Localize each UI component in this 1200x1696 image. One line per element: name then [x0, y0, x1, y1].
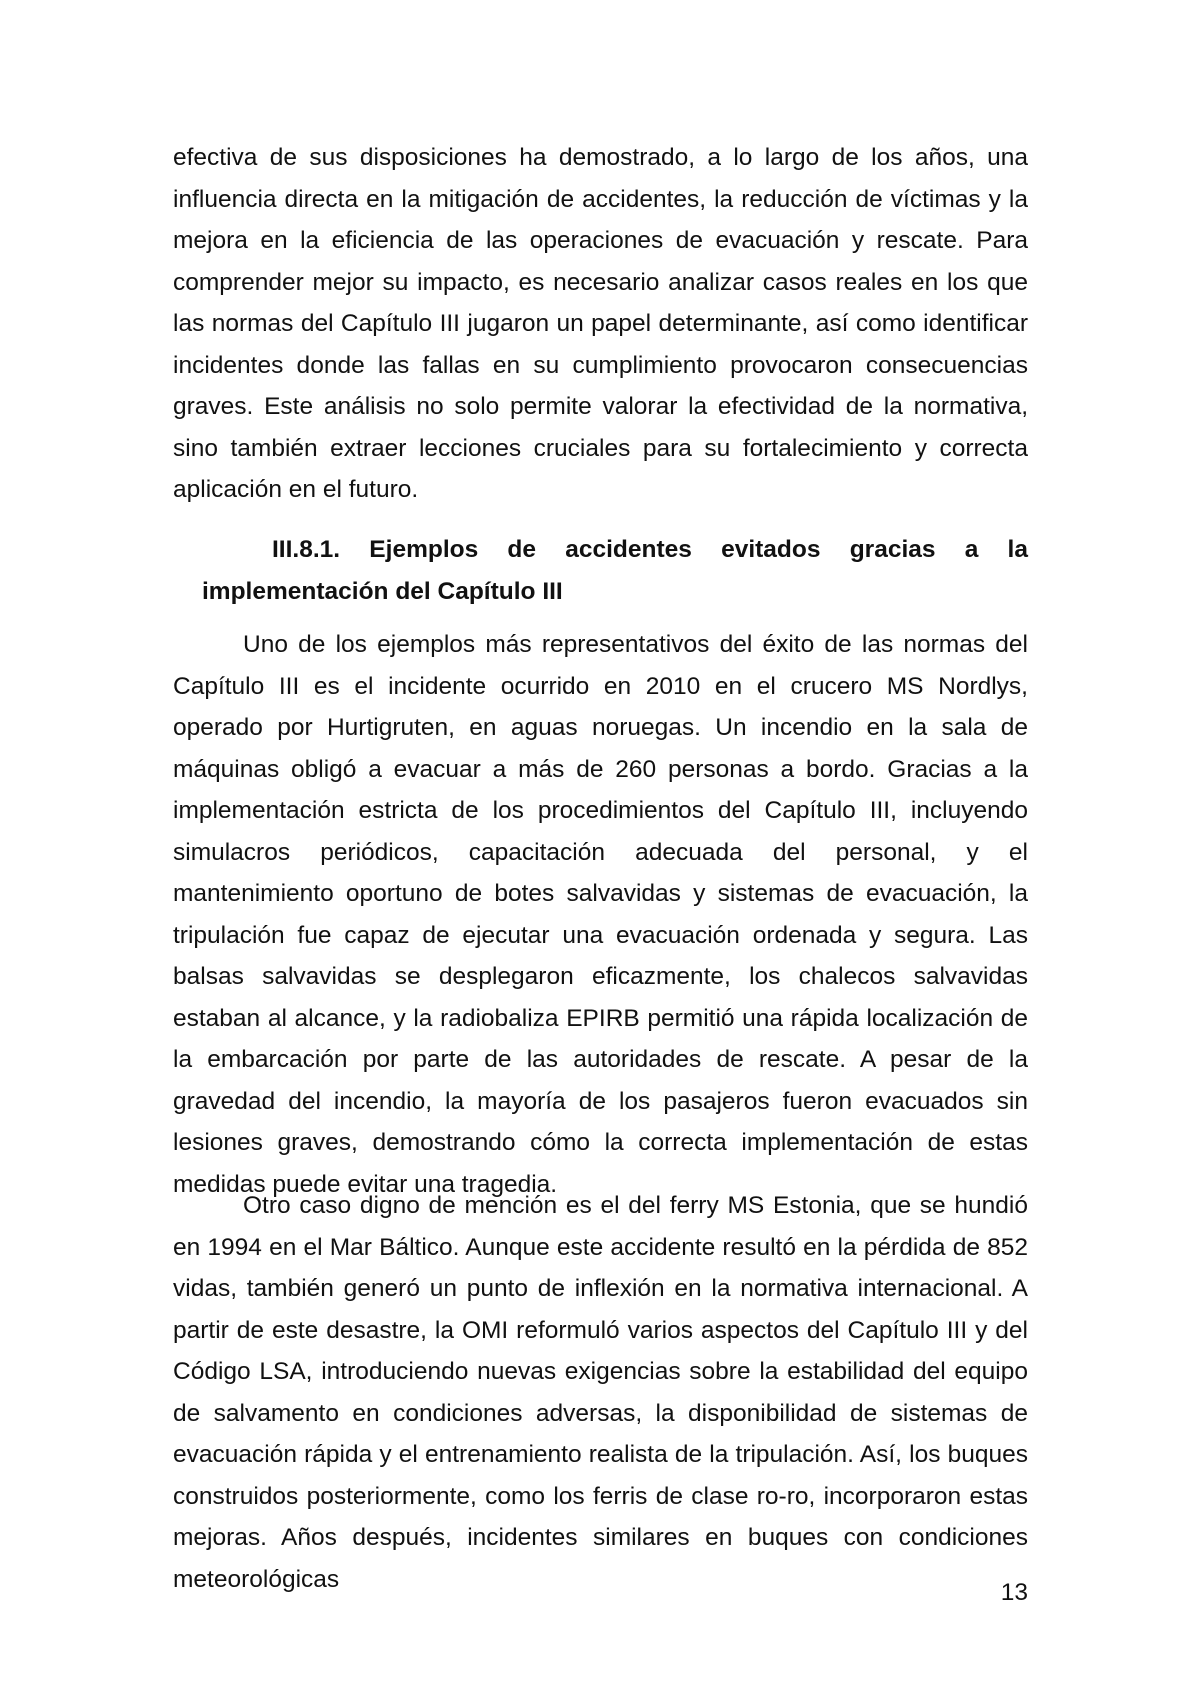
- page-number: 13: [1000, 1579, 1028, 1606]
- body-paragraph-estonia: Otro caso digno de mención es el del ferry MS Estonia, que se hundió en 1994 en el Mar Báltico. Aunque este accidente resultó en la pérdida de 852 vidas, también generó un punto de inflexión en la normativa internacional. A partir de este desastre, la OMI reformuló varios aspectos del Capítulo III y del Código LSA, introduciendo nuevas exigencias sobre la estabilidad del equipo de salvamento en condiciones adversas, la disponibilidad de sistemas de evacuación rápida y el entrenamiento realista de la tripulación. Así, los buques construidos posteriormente, como los ferris de clase ro-ro, incorporaron estas mejoras. Años después, incidentes similares en buques con condiciones meteorológicas: [173, 1192, 1028, 1593]
- section-heading-line-2: implementación del Capítulo III: [202, 577, 563, 605]
- intro-paragraph: efectiva de sus disposiciones ha demostrado, a lo largo de los años, una influencia directa en la mitigación de accidentes, la reducción de víctimas y la mejora en la eficiencia de las operaciones de evacuación y rescate. Para comprender mejor su impacto, es necesario analizar casos reales en los que las normas del Capítulo III jugaron un papel determinante, así como identificar incidentes donde las fallas en su cumplimiento provocaron consecuencias graves. Este análisis no solo permite valorar la efectividad de la normativa, sino también extraer lecciones cruciales para su fortalecimiento y correcta aplicación en el futuro.: [173, 144, 1028, 503]
- section-heading-line-1: III.8.1. Ejemplos de accidentes evitados gracias a la: [272, 536, 1028, 563]
- body-paragraph-nordlys: Uno de los ejemplos más representativos del éxito de las normas del Capítulo III es el incidente ocurrido en 2010 en el crucero MS Nordlys, operado por Hurtigruten, en aguas noruegas. Un incendio en la sala de máquinas obligó a evacuar a más de 260 personas a bordo. Gracias a la implementación estricta de los procedimientos del Capítulo III, incluyendo simulacros periódicos, capacitación adecuada del personal, y el mantenimiento oportuno de botes salvavidas y sistemas de evacuación, la tripulación fue capaz de ejecutar una evacuación ordenada y segura. Las balsas salvavidas se desplegaron eficazmente, los chalecos salvavidas estaban al alcance, y la radiobaliza EPIRB permitió una rápida localización de la embarcación por parte de las autoridades de rescate. A pesar de la gravedad del incendio, la mayoría de los pasajeros fueron evacuados sin lesiones graves, demostrando cómo la correcta implementación de estas medidas puede evitar una tragedia.: [173, 631, 1028, 1198]
- section-heading: [173, 529, 1028, 612]
